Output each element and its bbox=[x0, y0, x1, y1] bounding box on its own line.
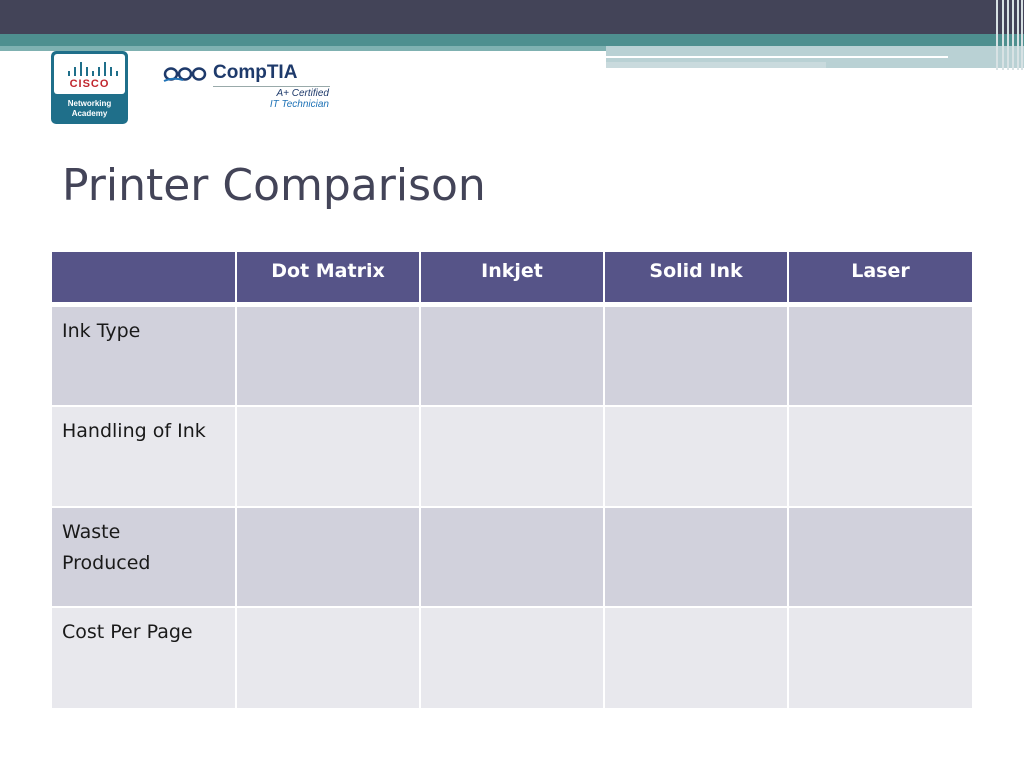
accent-block-lower bbox=[606, 62, 826, 68]
table-cell bbox=[421, 307, 603, 405]
header-cell-empty bbox=[52, 252, 235, 302]
comptia-certified-label: A+ Certified bbox=[276, 88, 329, 99]
table-cell bbox=[421, 407, 603, 506]
cisco-logo-panel bbox=[54, 54, 125, 94]
table-cell bbox=[421, 508, 603, 606]
header-cell-solid-ink: Solid Ink bbox=[605, 252, 787, 302]
table-cell bbox=[237, 407, 419, 506]
comptia-wordmark: CompTIA bbox=[213, 62, 298, 83]
cisco-bridge-icon bbox=[67, 62, 117, 76]
row-label-ink-type: Ink Type bbox=[52, 307, 235, 405]
table-cell bbox=[789, 307, 972, 405]
vertical-stripes bbox=[994, 0, 1024, 70]
table-cell bbox=[789, 508, 972, 606]
table-cell bbox=[605, 508, 787, 606]
row-label-handling-of-ink: Handling of Ink bbox=[52, 407, 235, 506]
cisco-sub-line-1: Networking bbox=[67, 99, 112, 108]
table-cell bbox=[237, 307, 419, 405]
header-cell-laser: Laser bbox=[789, 252, 972, 302]
header-cell-inkjet: Inkjet bbox=[421, 252, 603, 302]
teal-accent-bar bbox=[0, 34, 1024, 46]
comptia-rings-icon bbox=[163, 66, 211, 84]
cisco-sub-line-2: Academy bbox=[71, 109, 108, 118]
cisco-academy-label bbox=[51, 99, 128, 119]
top-banner-bar bbox=[0, 0, 1024, 34]
table-cell bbox=[421, 608, 603, 708]
table-cell bbox=[237, 608, 419, 708]
comptia-divider bbox=[213, 86, 330, 87]
row-label-cost-per-page: Cost Per Page bbox=[52, 608, 235, 708]
cisco-networking-academy-logo bbox=[51, 51, 128, 124]
table-cell bbox=[237, 508, 419, 606]
table-cell bbox=[605, 307, 787, 405]
comparison-table bbox=[52, 252, 972, 708]
slide-title: Printer Comparison bbox=[62, 160, 486, 211]
comptia-logo bbox=[163, 60, 333, 112]
table-cell bbox=[605, 608, 787, 708]
table-cell bbox=[789, 608, 972, 708]
row-label-waste-produced: Waste Produced bbox=[52, 508, 235, 606]
cisco-wordmark: CISCO bbox=[69, 78, 110, 90]
accent-line bbox=[606, 56, 948, 58]
table-cell bbox=[789, 407, 972, 506]
table-cell bbox=[605, 407, 787, 506]
comptia-technician-label: IT Technician bbox=[269, 99, 329, 110]
header-cell-dot-matrix: Dot Matrix bbox=[237, 252, 419, 302]
